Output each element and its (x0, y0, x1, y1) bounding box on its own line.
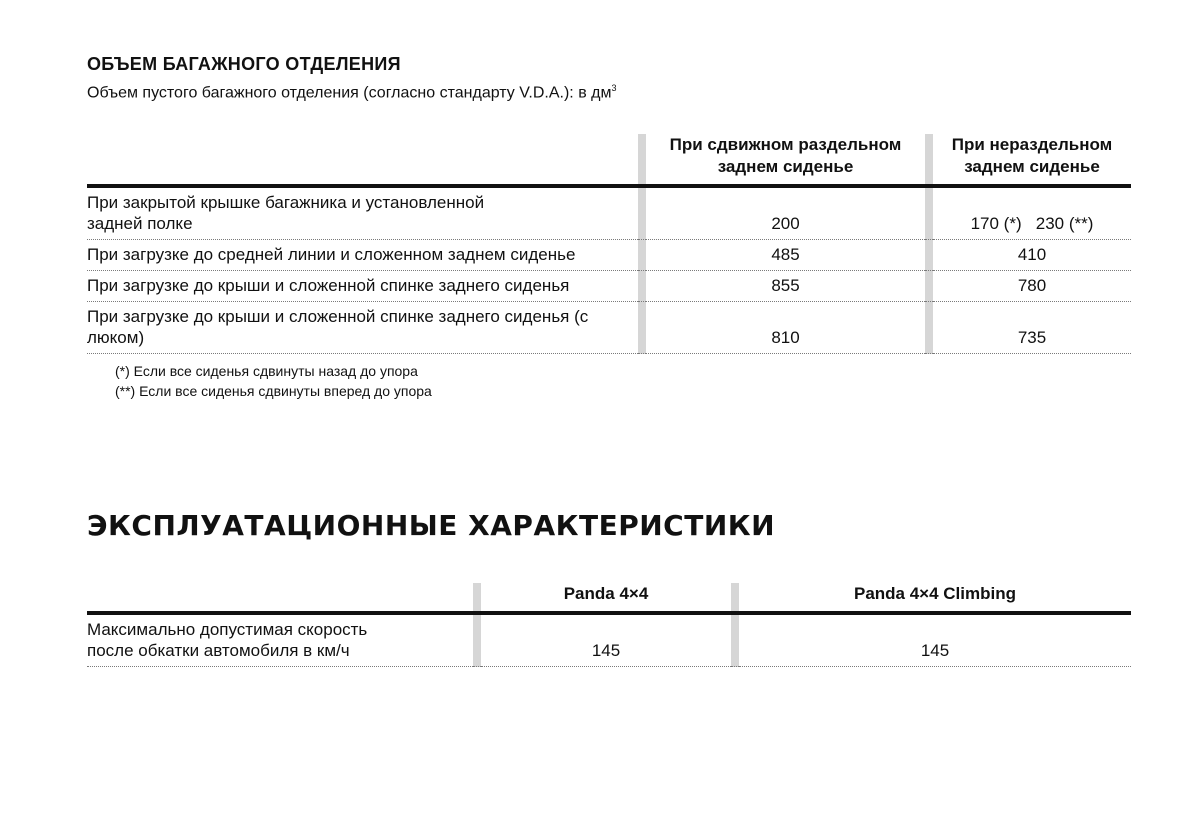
column-separator (925, 240, 933, 271)
header-split-seat: При сдвижном раздельном заднем сиденье (669, 135, 902, 176)
row-value-solid: 780 (1017, 276, 1047, 295)
table-row (87, 186, 1131, 240)
footnotes (115, 361, 432, 401)
footnote: (*) Если все сиденья сдвинуты назад до упора (115, 363, 418, 379)
column-separator (925, 134, 933, 186)
row-value-solid: 170 (*) 230 (**) (970, 214, 1094, 233)
subtitle-superscript: 3 (611, 83, 617, 93)
column-separator (638, 240, 646, 271)
column-separator (638, 134, 646, 186)
row-label-text: Максимально допустимая скорость после обкатки автомобиля в км/ч (87, 620, 368, 660)
column-separator (925, 186, 933, 240)
row-label (87, 186, 638, 240)
column-separator (731, 583, 739, 613)
row-value-solid: 410 (1017, 245, 1047, 264)
table-header-row (87, 134, 1131, 186)
column-separator (638, 186, 646, 240)
column-separator (925, 271, 933, 302)
subtitle-text: Объем пустого багажного отделения (согласно стандарту V.D.A.): в дм (87, 84, 612, 102)
trunk-volume-table (87, 134, 1131, 354)
column-separator (473, 613, 481, 667)
table-row (87, 302, 1131, 354)
row-value-climbing: 145 (920, 641, 950, 660)
row-value-panda: 145 (591, 641, 621, 660)
header-empty-cell (87, 134, 638, 186)
row-label: При загрузке до крыши и сложенной спинке заднего сиденья (87, 276, 570, 295)
trunk-volume-title: ОБЪЕМ БАГАЖНОГО ОТДЕЛЕНИЯ (87, 54, 401, 74)
row-label-text: При закрытой крышке багажника и установленной задней полке (87, 193, 485, 233)
header-panda-4x4: Panda 4×4 (563, 584, 649, 603)
column-separator (638, 271, 646, 302)
table-row (87, 240, 1131, 271)
header-empty-cell (87, 583, 473, 613)
row-label: При загрузке до средней линии и сложенном заднем сиденье (87, 245, 576, 264)
table-row (87, 613, 1131, 667)
performance-table (87, 583, 1131, 667)
performance-title: ЭКСПЛУАТАЦИОННЫЕ ХАРАКТЕРИСТИКИ (87, 509, 776, 542)
row-value-split: 855 (771, 276, 800, 295)
footnote: (**) Если все сиденья сдвинуты вперед до упора (115, 383, 432, 399)
column-separator (925, 302, 933, 354)
column-separator (731, 613, 739, 667)
row-label (87, 302, 638, 354)
table-header-row (87, 583, 1131, 613)
header-solid-seat: При нераздельном заднем сиденье (951, 135, 1113, 176)
trunk-volume-subtitle (87, 83, 617, 102)
row-value-split: 485 (771, 245, 800, 264)
row-value-split: 200 (771, 214, 800, 233)
row-value-split: 810 (771, 328, 800, 347)
column-separator (473, 583, 481, 613)
row-value-solid: 735 (1017, 328, 1047, 347)
row-label (87, 613, 473, 667)
row-label-text: При загрузке до крыши и сложенной спинке заднего сиденья (с люком) (87, 307, 589, 347)
header-panda-4x4-climbing: Panda 4×4 Climbing (853, 584, 1016, 603)
table-row (87, 271, 1131, 302)
column-separator (638, 302, 646, 354)
